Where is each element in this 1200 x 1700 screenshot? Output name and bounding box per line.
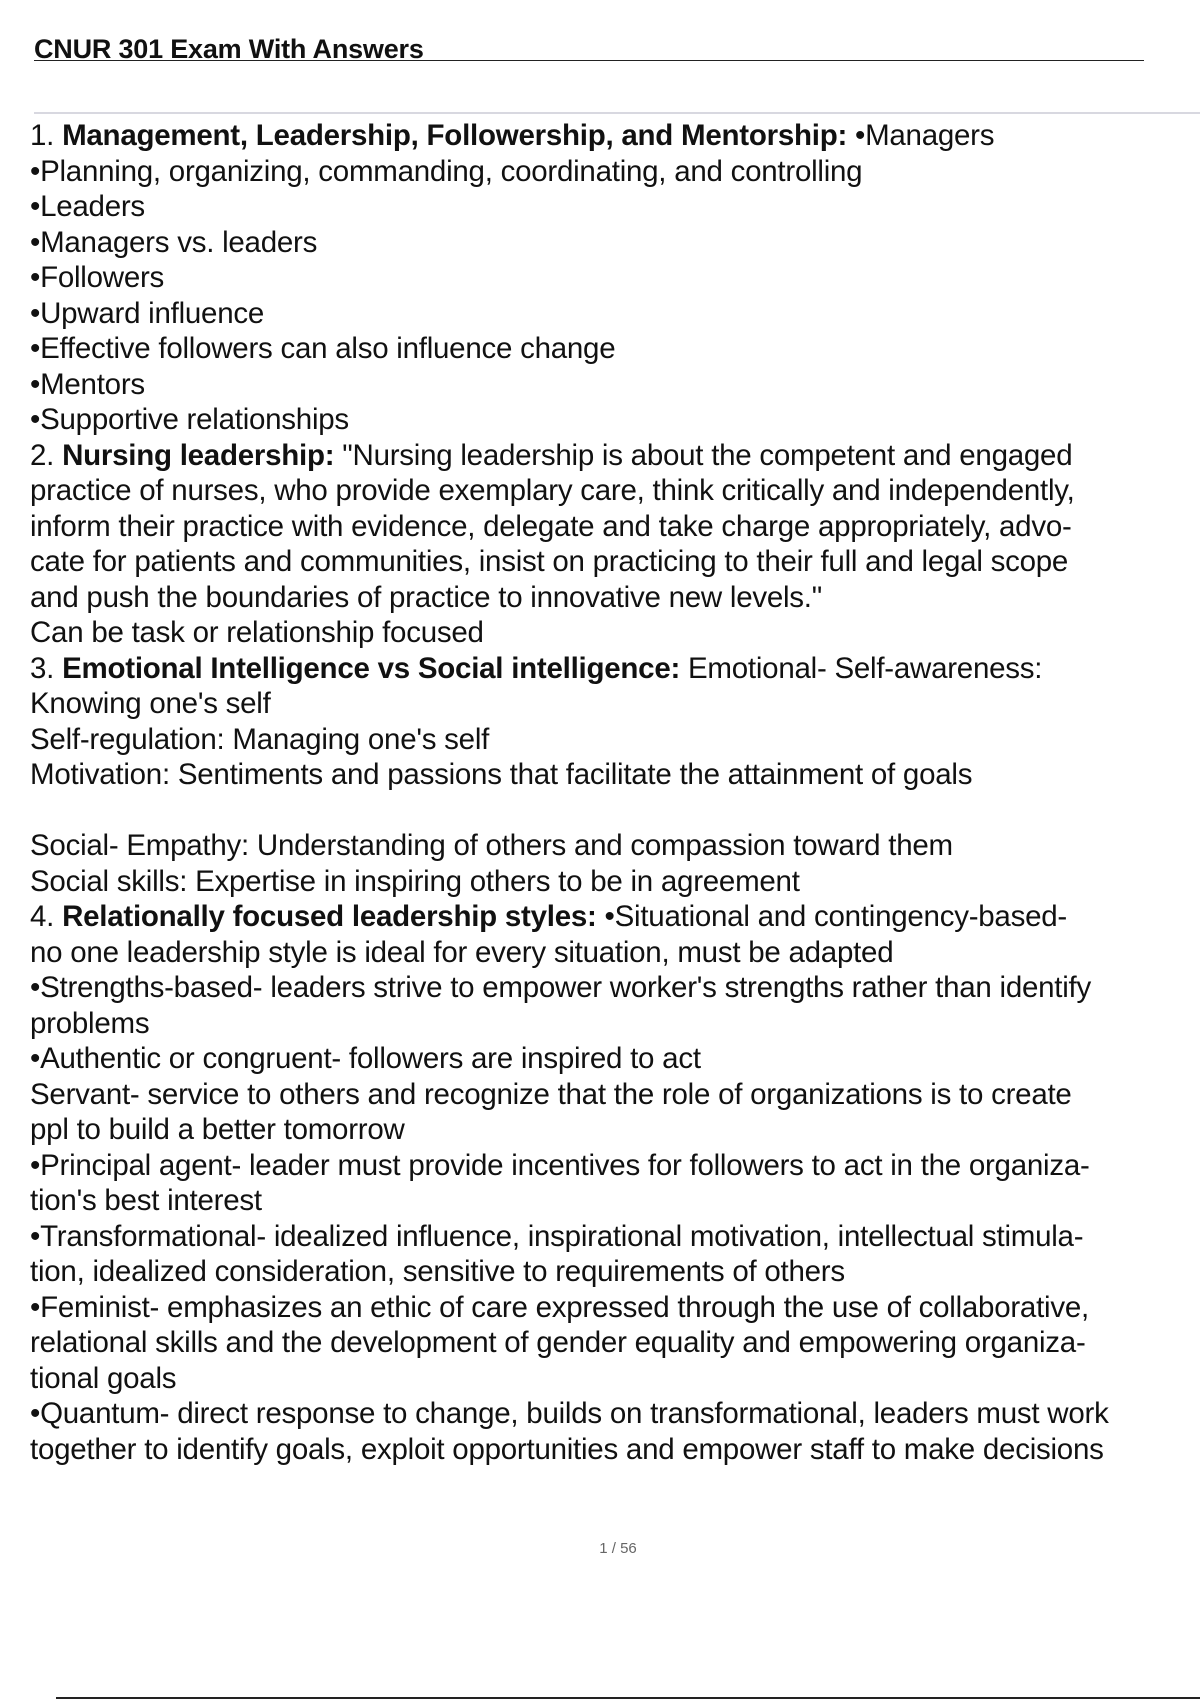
- entry-definition-line: Motivation: Sentiments and passions that facilitate the attainment of goals: [30, 758, 973, 791]
- entry-definition-line: Self-regulation: Managing one's self: [30, 722, 490, 756]
- entry-definition-line: •Authentic or congruent- followers are inspired to act: [30, 1042, 701, 1075]
- entry-term: Relationally focused leadership styles:: [62, 900, 597, 933]
- entry-definition-line: tion, idealized consideration, sensitive to requirements of others: [30, 1255, 845, 1288]
- entry-definition-line: relational skills and the development of gender equality and empowering organiza-: [30, 1326, 1086, 1359]
- entry-definition-line: •Upward influence: [30, 296, 265, 330]
- entry-definition-line: ppl to build a better tomorrow: [30, 1113, 405, 1146]
- entry-definition-line: •Effective followers can also influence change: [30, 332, 616, 365]
- entry: [30, 438, 1198, 651]
- entry-heading-line: [30, 118, 1198, 154]
- entry-definition-line: problems: [30, 1006, 150, 1040]
- entry-definition-start: •Managers: [847, 119, 995, 152]
- entry-definition-start: Emotional- Self-awareness:: [680, 651, 1043, 685]
- entry: [30, 899, 1198, 1467]
- entry-heading-line: [30, 899, 1198, 935]
- entry: [30, 118, 1198, 438]
- entry-definition-start: •Situational and contingency-based-: [596, 900, 1067, 933]
- page-header: [34, 30, 1144, 64]
- entry-definition-line: Social- Empathy: Understanding of others and compassion toward them: [30, 829, 953, 862]
- entry-definition-line: Social skills: Expertise in inspiring others to be in agreement: [30, 864, 800, 898]
- entry-definition-line: •Principal agent- leader must provide incentives for followers to act in the organiza-: [30, 1148, 1090, 1182]
- entry-definition-line: •Supportive relationships: [30, 403, 349, 436]
- entry-definition-line: tional goals: [30, 1361, 177, 1395]
- entry-definition-line: Can be task or relationship focused: [30, 616, 484, 649]
- entry-definition-line: •Planning, organizing, commanding, coordinating, and controlling: [30, 154, 863, 188]
- entry-definition-line: cate for patients and communities, insist on practicing to their full and legal scope: [30, 545, 1069, 578]
- entry-definition-line: •Feminist- emphasizes an ethic of care expressed through the use of collaborative,: [30, 1290, 1089, 1324]
- entry: [30, 651, 1198, 900]
- entry-definition-line: •Managers vs. leaders: [30, 225, 318, 259]
- entry-definition-line: •Strengths-based- leaders strive to empower worker's strengths rather than identify: [30, 971, 1091, 1004]
- entry-definition-line: tion's best interest: [30, 1184, 262, 1217]
- entry-number: 3.: [30, 651, 55, 685]
- entry-definition-line: •Transformational- idealized influence, inspirational motivation, intellectual stimula-: [30, 1219, 1084, 1253]
- entry-definition-line: inform their practice with evidence, delegate and take charge appropriately, advo-: [30, 509, 1072, 543]
- entry-heading-line: [30, 651, 1198, 687]
- entry-definition-line: Servant- service to others and recognize that the role of organizations is to create: [30, 1077, 1072, 1111]
- entry-definition-line: together to identify goals, exploit opportunities and empower staff to make decisions: [30, 1432, 1104, 1466]
- entry-definition-start: "Nursing leadership is about the competent and engaged: [334, 438, 1073, 472]
- entry-number: 4.: [30, 900, 55, 933]
- document-body: [30, 118, 1198, 1467]
- entry-definition-line: no one leadership style is ideal for every situation, must be adapted: [30, 935, 894, 969]
- entry-definition-line: •Followers: [30, 261, 165, 294]
- entry-definition-line: and push the boundaries of practice to innovative new levels.": [30, 580, 822, 614]
- entry-definition-line: •Mentors: [30, 367, 145, 401]
- entry-number: 2.: [30, 438, 55, 472]
- page-indicator: 1 / 56: [599, 1540, 637, 1557]
- document-title: CNUR 301 Exam With Answers: [34, 34, 424, 64]
- entry-term: Nursing leadership:: [62, 438, 335, 472]
- entry-heading-line: [30, 438, 1198, 474]
- entry-definition-line: practice of nurses, who provide exemplary care, think critically and independently,: [30, 474, 1075, 507]
- entry-term: Management, Leadership, Followership, and Mentorship:: [62, 119, 848, 152]
- entry-term: Emotional Intelligence vs Social intelligence:: [62, 651, 681, 685]
- header-divider: [34, 112, 1200, 114]
- entry-definition-line: Knowing one's self: [30, 687, 271, 720]
- entry-definition-line: •Quantum- direct response to change, builds on transformational, leaders must work: [30, 1397, 1109, 1430]
- entry-definition-line: •Leaders: [30, 190, 145, 223]
- blank-line: [30, 793, 1198, 829]
- footer-divider: [56, 1697, 1200, 1699]
- entry-number: 1.: [30, 119, 55, 152]
